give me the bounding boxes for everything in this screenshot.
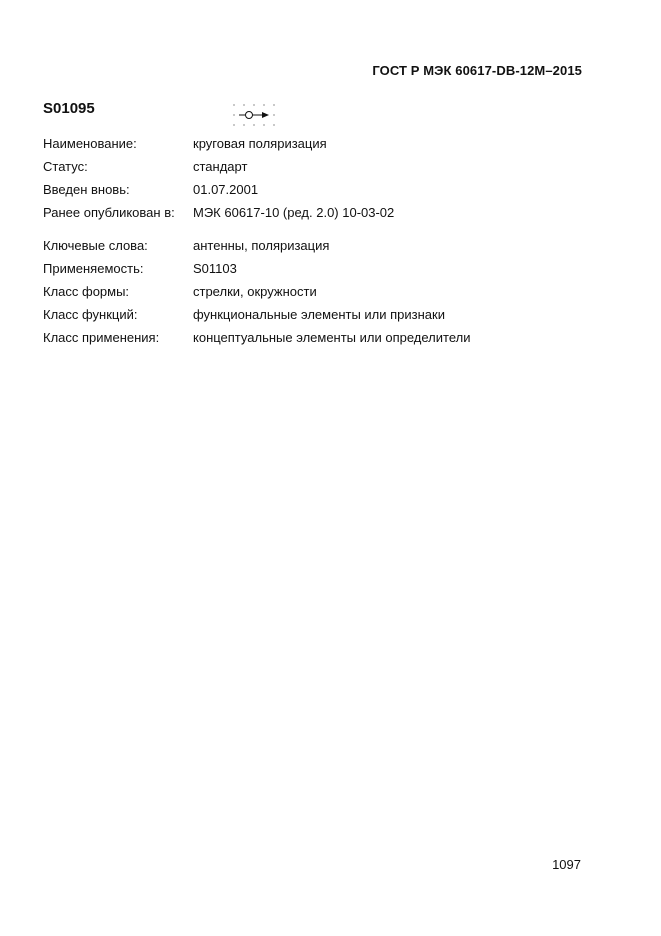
field-value: круговая поляризация <box>193 136 327 151</box>
field-row-function-class <box>43 303 603 326</box>
field-row-name <box>43 132 603 155</box>
field-value: антенны, поляризация <box>193 238 330 253</box>
field-row-status <box>43 155 603 178</box>
field-value: S01103 <box>193 261 237 276</box>
document-header: ГОСТ Р МЭК 60617-DB-12M–2015 <box>372 63 582 78</box>
field-value: МЭК 60617-10 (ред. 2.0) 10-03-02 <box>193 205 395 220</box>
field-label: Наименование: <box>43 136 137 151</box>
field-row-application-class <box>43 326 603 349</box>
field-label: Класс формы: <box>43 284 130 299</box>
field-label: Применяемость: <box>43 261 144 276</box>
field-value: концептуальные элементы или определители <box>193 330 471 345</box>
field-value: 01.07.2001 <box>193 182 259 197</box>
page-number: 1097 <box>552 857 581 872</box>
field-row-applicability <box>43 257 603 280</box>
field-row-previously-published <box>43 201 603 224</box>
field-row-shape-class <box>43 280 603 303</box>
field-label: Класс применения: <box>43 330 160 345</box>
field-row-keywords <box>43 234 603 257</box>
circular-polarization-symbol-icon <box>231 103 281 129</box>
field-label: Статус: <box>43 159 88 174</box>
field-label: Введен вновь: <box>43 182 130 197</box>
field-label: Ключевые слова: <box>43 238 148 253</box>
field-value: стандарт <box>193 159 248 174</box>
field-value: функциональные элементы или признаки <box>193 307 445 322</box>
field-label: Ранее опубликован в: <box>43 205 175 220</box>
field-value: стрелки, окружности <box>193 284 317 299</box>
field-row-introduced <box>43 178 603 201</box>
symbol-attributes <box>43 132 603 349</box>
symbol-code: S01095 <box>43 100 95 117</box>
field-label: Класс функций: <box>43 307 138 322</box>
